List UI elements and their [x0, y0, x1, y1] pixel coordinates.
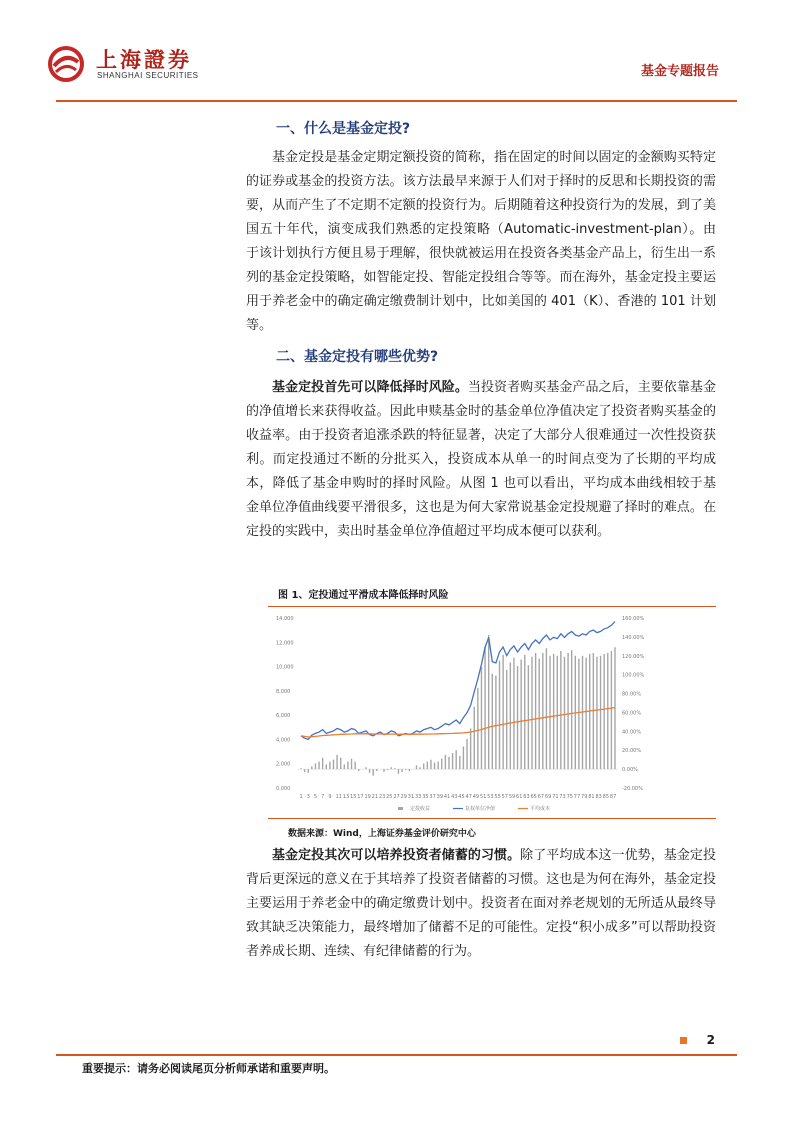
return-bar — [564, 657, 565, 769]
return-bar — [549, 656, 550, 769]
figure-source: 数据来源：Wind，上海证券基金评价研究中心 — [288, 829, 476, 839]
x-tick-label: 7 — [321, 794, 325, 800]
return-bar — [430, 760, 431, 769]
return-bar — [376, 769, 377, 771]
section-1-paragraph — [246, 146, 716, 338]
return-bar — [300, 768, 301, 769]
legend-label: 定投收益 — [410, 806, 431, 812]
y-right-tick-label: 120.00% — [622, 653, 645, 660]
y-right-tick-label: 60.00% — [622, 710, 642, 717]
y-left-tick-label: 2,000 — [276, 761, 291, 768]
return-bar — [539, 659, 540, 770]
return-bar — [326, 764, 327, 769]
return-bar — [502, 655, 503, 769]
return-bar — [607, 653, 608, 769]
x-tick-label: 71 — [552, 794, 559, 800]
return-bar — [427, 762, 428, 770]
return-bar — [553, 654, 554, 769]
return-bar — [459, 756, 460, 769]
x-tick-label: 49 — [472, 794, 480, 800]
return-bar — [347, 762, 348, 770]
x-tick-label: 27 — [393, 794, 400, 800]
paragraph-lead: 基金定投首先可以降低择时风险。 — [272, 380, 468, 395]
return-bar — [517, 666, 518, 769]
return-bar — [315, 763, 316, 769]
page-marker-icon — [680, 1037, 687, 1044]
x-tick-label: 75 — [566, 794, 573, 800]
x-tick-label: 63 — [523, 794, 530, 800]
section-2-paragraph-2 — [246, 844, 716, 964]
section-title-2: 二、基金定投有哪些优势? — [276, 349, 439, 365]
y-right-tick-label: 140.00% — [622, 634, 645, 641]
x-tick-label: 51 — [479, 794, 487, 800]
x-tick-label: 53 — [487, 794, 494, 800]
x-tick-label: 61 — [516, 794, 523, 800]
return-bar — [542, 653, 543, 769]
x-tick-label: 43 — [451, 794, 458, 800]
x-tick-label: 31 — [407, 794, 415, 800]
x-tick-label: 25 — [386, 794, 393, 800]
x-tick-label: 11 — [335, 794, 342, 800]
x-tick-label: 15 — [350, 794, 357, 800]
y-right-tick-label: -20.00% — [622, 786, 643, 792]
return-bar — [484, 646, 485, 769]
return-bar — [405, 769, 406, 770]
x-tick-label: 41 — [443, 794, 451, 800]
return-bar — [495, 676, 496, 770]
return-bar — [520, 660, 521, 770]
x-tick-label: 47 — [465, 794, 472, 800]
legend-label: 复权单位净值 — [465, 806, 496, 812]
x-tick-label: 21 — [371, 794, 379, 800]
x-tick-label: 13 — [342, 794, 350, 800]
return-bar — [322, 758, 323, 769]
return-bar — [311, 766, 312, 769]
return-bar — [304, 769, 305, 772]
return-bar — [419, 767, 420, 769]
return-bar — [535, 653, 536, 769]
section-2-paragraph-1 — [246, 376, 716, 544]
return-bar — [567, 653, 568, 769]
x-tick-label: 29 — [400, 794, 407, 800]
y-right-tick-label: 20.00% — [622, 748, 642, 755]
paragraph-text: 当投资者购买基金产品之后，主要依靠基金的净值增长来获得收益。因此申赎基金时的基金单位净值决定了投资者购买基金的收益率。由于投资者追涨杀跌的特征显著，决定了大部分人很难通过一次性投资获利。而定投通过不断的分批买入，投资成本从单一的时间点变为了长期的平均成本，降低了基金申购时的择时风险。从图 1 也可以看出，平均成本曲线相较于基金单位净值曲线要平滑很多，这也是为何大家常说基金定投规避了择时的难点。在定投的实践中，卖出时基金单位净值超过平均成本便可以获利。 — [246, 380, 716, 539]
figure-title: 图 1、定投通过平滑成本降低择时风险 — [278, 590, 449, 601]
y-left-tick-label: 8,000 — [276, 688, 291, 695]
return-bar — [434, 763, 435, 770]
legend-swatch — [398, 807, 403, 810]
return-bar — [531, 657, 532, 769]
x-tick-label: 81 — [588, 794, 595, 800]
y-left-tick-label: 4,000 — [276, 737, 291, 744]
return-bar — [466, 739, 467, 769]
x-tick-label: 55 — [494, 794, 501, 800]
figure-bottom-rule — [268, 818, 716, 819]
x-tick-label: 77 — [573, 794, 581, 800]
return-bar — [481, 667, 482, 769]
x-tick-label: 65 — [530, 794, 537, 800]
y-right-tick-label: 40.00% — [622, 729, 642, 736]
return-bar — [365, 767, 366, 769]
x-tick-label: 59 — [508, 794, 516, 800]
return-bar — [528, 665, 529, 769]
return-bar — [470, 729, 471, 770]
return-bar — [448, 757, 449, 769]
return-bar — [372, 769, 373, 776]
y-right-tick-label: 100.00% — [622, 672, 645, 679]
y-left-tick-label: 12,000 — [276, 640, 294, 647]
return-bar — [578, 659, 579, 770]
return-bar — [524, 655, 525, 769]
return-bar — [452, 753, 453, 769]
x-tick-label: 73 — [559, 794, 566, 800]
x-tick-label: 3 — [306, 794, 310, 800]
legend-label: 平均成本 — [530, 806, 551, 812]
page-number: 2 — [706, 1033, 715, 1047]
return-bar — [333, 760, 334, 769]
x-tick-label: 35 — [422, 794, 429, 800]
y-left-tick-label: 6,000 — [276, 713, 291, 720]
paragraph-text: 基金定投是基金定期定额投资的简称，指在固定的时间以固定的金额购买特定的证券或基金的投资方法。该方法最早来源于人们对于择时的反思和长期投资的需要，从而产生了不定期不定额的投资行为。后期随着这种投资行为的发展，到了美国五十年代，演变成我们熟悉的定投策略（Automatic-investment-plan）。由于该计划执行方便且易于理解，很快就被运用在投资各类基金产品上，衍生出一系列的基金定投策略，如智能定投、智能定投组合等等。而在海外，基金定投主要运用于养老金中的确定确定缴费制计划中，比如美国的 401（K）、香港的 101 计划等。 — [246, 150, 716, 333]
y-right-tick-label: 160.00% — [622, 616, 645, 622]
return-bar — [513, 658, 514, 769]
section-title-1: 一、什么是基金定投? — [276, 121, 411, 137]
paragraph-lead: 基金定投其次可以培养投资者储蓄的习惯。 — [272, 848, 521, 863]
company-name-en: SHANGHAI SECURITIES — [97, 71, 199, 80]
return-bar — [510, 662, 511, 769]
return-bar — [354, 762, 355, 770]
return-bar — [308, 769, 309, 773]
disclaimer-note: 重要提示：请务必阅读尾页分析师承诺和重要声明。 — [82, 1062, 335, 1075]
report-type: 基金专题报告 — [640, 64, 719, 79]
x-tick-label: 5 — [313, 794, 318, 800]
header-divider — [56, 100, 737, 102]
return-bar — [571, 650, 572, 769]
x-tick-label: 33 — [414, 794, 422, 800]
return-bar — [409, 769, 410, 771]
x-tick-label: 37 — [429, 794, 436, 800]
return-bar — [455, 750, 456, 769]
return-bar — [423, 763, 424, 769]
x-tick-label: 85 — [602, 794, 610, 800]
return-bar — [506, 670, 507, 769]
x-tick-label: 17 — [357, 794, 364, 800]
y-right-tick-label: 0.00% — [622, 767, 638, 774]
return-bar — [401, 769, 402, 772]
x-tick-label: 1 — [299, 794, 303, 800]
return-bar — [477, 688, 478, 769]
return-bar — [329, 762, 330, 770]
x-tick-label: 39 — [436, 794, 444, 800]
return-bar — [441, 759, 442, 769]
return-bar — [344, 764, 345, 769]
return-bar — [340, 758, 341, 769]
return-bar — [437, 762, 438, 770]
x-tick-label: 67 — [537, 794, 545, 800]
return-bar — [318, 762, 319, 770]
y-left-tick-label: 0.000 — [276, 786, 291, 792]
return-bar — [600, 656, 601, 769]
x-tick-label: 45 — [458, 794, 465, 800]
company-name-cn: 上海證券 — [96, 47, 192, 72]
y-left-tick-label: 10,000 — [276, 664, 294, 671]
paragraph-text: 除了平均成本这一优势，基金定投背后更深远的意义在于其培养了投资者储蓄的习惯。这也是为何在海外，基金定投主要运用于养老金中的确定缴费计划中。投资者在面对养老规划的无所适从最终导致其缺乏决策能力，最终增加了储蓄不足的可能性。定投“积小成多”可以帮助投资者养成长期、连续、有纪律储蓄的行为。 — [246, 848, 716, 959]
return-bar — [596, 657, 597, 769]
x-tick-label: 79 — [581, 794, 588, 800]
return-bar — [474, 707, 475, 769]
return-bar — [445, 755, 446, 769]
y-right-tick-label: 80.00% — [622, 691, 642, 698]
x-tick-label: 69 — [544, 794, 552, 800]
figure-top-rule — [268, 606, 716, 607]
return-bar — [398, 769, 399, 774]
return-bar — [394, 768, 395, 769]
return-bar — [383, 769, 384, 772]
return-bar — [546, 648, 547, 769]
x-tick-label: 19 — [364, 794, 371, 800]
nav-vs-average-cost-chart — [268, 608, 716, 816]
x-tick-label: 9 — [328, 794, 332, 800]
return-bar — [492, 674, 493, 769]
x-tick-label: 57 — [501, 794, 508, 800]
y-left-tick-label: 14,000 — [276, 616, 294, 622]
x-tick-label: 83 — [595, 794, 602, 800]
return-bar — [585, 658, 586, 769]
return-bar — [557, 656, 558, 769]
return-bar — [387, 769, 388, 770]
return-bar — [488, 635, 489, 769]
x-tick-label: 23 — [378, 794, 386, 800]
return-bar — [416, 765, 417, 769]
return-bar — [603, 654, 604, 769]
return-bar — [611, 651, 612, 769]
return-bar — [358, 769, 359, 771]
footer-divider — [56, 1054, 737, 1056]
return-bar — [560, 651, 561, 769]
x-tick-label: 87 — [609, 794, 617, 800]
return-bar — [463, 746, 464, 769]
return-bar — [369, 769, 370, 773]
return-bar — [351, 759, 352, 769]
return-bar — [336, 755, 337, 769]
return-bar — [391, 767, 392, 769]
return-bar — [499, 661, 500, 770]
